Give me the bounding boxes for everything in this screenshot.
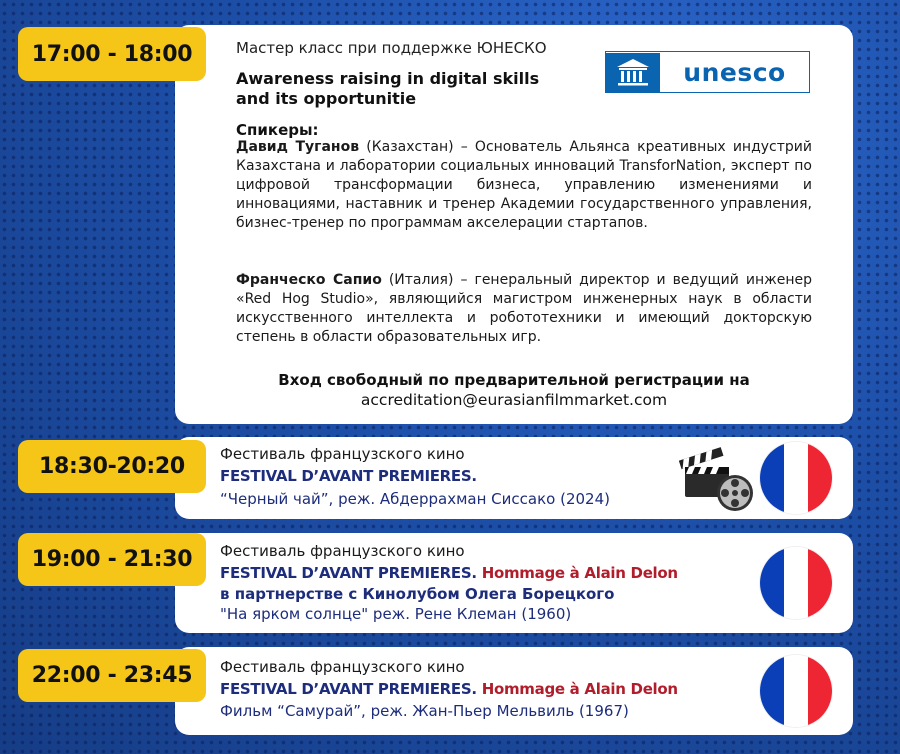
registration-note: Вход свободный по предварительной регистрации на <box>278 371 750 389</box>
registration-email: accreditation@eurasianfilmmarket.com <box>360 391 668 409</box>
session-2-film: “Черный чай”, реж. Абдеррахман Сиссако (2024) <box>220 490 610 508</box>
unesco-wordmark: unesco <box>683 57 786 87</box>
session-card-3 <box>175 533 853 633</box>
speaker-1-name: Давид Туганов <box>236 139 360 155</box>
speaker-1-paragraph <box>236 138 812 233</box>
speaker-2-paragraph <box>236 271 812 347</box>
session-4-film: Фильм “Самурай”, реж. Жан-Пьер Мельвиль (1967) <box>220 702 629 720</box>
session-3-festival-line <box>220 564 678 582</box>
session-4-time-badge: 22:00 - 23:45 <box>18 649 206 702</box>
session-4-hommage: Hommage à Alain Delon <box>476 680 678 698</box>
session-1-time-badge: 17:00 - 18:00 <box>18 27 206 81</box>
speaker-1-country: (Казахстан) <box>366 139 454 155</box>
speaker-2-name: Франческо Сапио <box>236 272 382 288</box>
france-flag-icon <box>760 547 832 619</box>
session-3-partner: в партнерстве с Кинолубом Олега Борецкого <box>220 585 615 603</box>
unesco-temple-icon <box>606 53 660 92</box>
speaker-2-bio: – генеральный директор и ведущий инженер «Red Hog Studio», являющийся магистром инженерных наук в области искусственного интеллекта и робототехники и имеющий докторскую степень в области образовательных игр. <box>236 272 812 345</box>
france-flag-icon <box>760 442 832 514</box>
unesco-logo <box>605 51 810 93</box>
film-reel-icon <box>715 473 755 513</box>
session-2-festival: FESTIVAL D’AVANT PREMIERES. <box>220 467 477 485</box>
session-3-film: "На ярком солнце" реж. Рене Клеман (1960) <box>220 605 572 623</box>
session-sponsor: Мастер класс при поддержке ЮНЕСКО <box>236 39 547 57</box>
session-3-hommage: Hommage à Alain Delon <box>476 564 678 582</box>
session-4-festival: FESTIVAL D’AVANT PREMIERES. <box>220 680 477 698</box>
speaker-1-bio: – Основатель Альянса креативных индустрий Казахстана и лаборатории социальных инноваций TransforNation, эксперт по цифровой трансформации бизнеса, управлению изменениями и инновациями, наставник и тренер Академии государственного управления, бизнес-тренер по программам акселерации стартапов. <box>236 139 812 231</box>
session-card-2 <box>175 437 853 519</box>
session-3-time-badge: 19:00 - 21:30 <box>18 533 206 586</box>
session-3-festival: FESTIVAL D’AVANT PREMIERES. <box>220 564 477 582</box>
session-3-category: Фестиваль французского кино <box>220 542 465 560</box>
session-2-category: Фестиваль французского кино <box>220 445 465 463</box>
session-4-category: Фестиваль французского кино <box>220 658 465 676</box>
session-2-time-badge: 18:30-20:20 <box>18 440 206 493</box>
speakers-heading: Спикеры: <box>236 121 319 139</box>
session-title: Awareness raising in digital skills and its opportunitie <box>236 69 540 108</box>
speaker-2-country: (Италия) <box>388 272 454 288</box>
session-card-4 <box>175 647 853 735</box>
session-4-festival-line <box>220 680 678 698</box>
session-card-unesco <box>175 25 853 424</box>
france-flag-icon <box>760 655 832 727</box>
